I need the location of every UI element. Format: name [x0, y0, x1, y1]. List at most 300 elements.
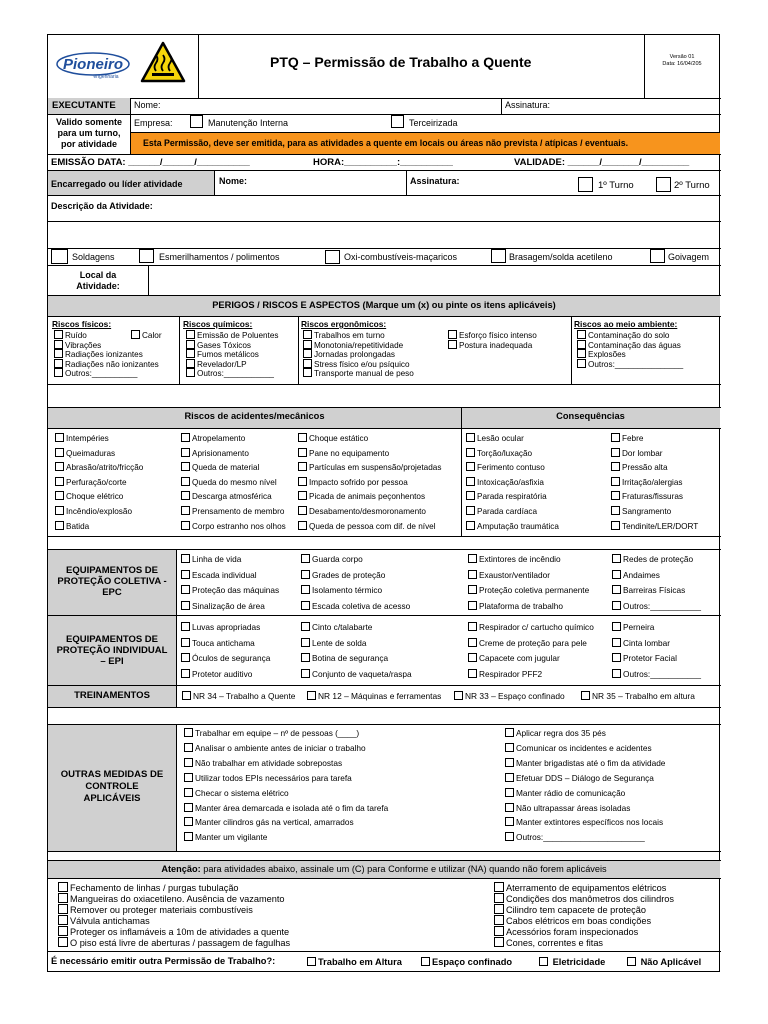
nao-aplicavel-item[interactable] [627, 957, 701, 967]
checkbox-item[interactable] [181, 491, 272, 501]
checkbox[interactable] [186, 349, 195, 358]
checkbox[interactable] [181, 433, 190, 442]
checkbox-item[interactable] [468, 653, 560, 662]
checkbox-item[interactable] [58, 926, 289, 937]
checkbox[interactable] [612, 585, 621, 594]
checkbox-item[interactable] [298, 448, 389, 458]
trabalho-altura-item[interactable] [307, 957, 402, 967]
checkbox-label: Checar o sistema elétrico [195, 787, 289, 798]
checkbox[interactable] [181, 477, 190, 486]
checkbox-item[interactable] [58, 882, 239, 893]
eletricidade-item[interactable] [539, 957, 605, 967]
checkbox-item[interactable] [181, 622, 260, 631]
checkbox[interactable] [181, 554, 190, 563]
checkbox-item[interactable] [184, 758, 342, 767]
divider [298, 316, 299, 384]
checkbox-item[interactable] [612, 653, 677, 662]
nr35-checkbox[interactable] [581, 691, 590, 700]
checkbox[interactable] [55, 506, 64, 515]
espaco-confinado-checkbox[interactable] [421, 957, 430, 966]
divider [179, 316, 180, 384]
nr12-label: NR 12 – Máquinas e ferramentas [318, 691, 442, 701]
checkbox[interactable] [186, 359, 195, 368]
checkbox[interactable] [468, 601, 477, 610]
checkbox[interactable] [448, 340, 457, 349]
checkbox[interactable] [468, 570, 477, 579]
checkbox[interactable] [181, 669, 190, 678]
checkbox-item[interactable] [466, 462, 545, 472]
checkbox[interactable] [468, 653, 477, 662]
checkbox[interactable] [505, 817, 514, 826]
checkbox-item[interactable] [298, 477, 408, 487]
checkbox-item[interactable] [181, 570, 257, 579]
checkbox[interactable] [466, 433, 475, 442]
checkbox-label: Choque estático [309, 434, 369, 443]
checkbox-item[interactable] [55, 491, 123, 501]
outras-label-line3: APLICÁVEIS [83, 793, 141, 804]
checkbox[interactable] [298, 433, 307, 442]
checkbox-item[interactable] [181, 506, 284, 516]
nr34-item[interactable] [182, 691, 295, 700]
checkbox-item[interactable] [298, 433, 368, 443]
checkbox[interactable] [58, 937, 68, 947]
checkbox-label: Pressão alta [622, 463, 668, 473]
checkbox[interactable] [577, 359, 586, 368]
checkbox[interactable] [505, 773, 514, 782]
checkbox-item[interactable] [505, 743, 652, 752]
checkbox[interactable] [184, 743, 193, 752]
checkbox-item[interactable] [55, 448, 115, 458]
checkbox-label: Respirador c/ cartucho químico [479, 622, 594, 632]
checkbox-item[interactable] [468, 554, 561, 563]
checkbox-item[interactable] [505, 758, 665, 767]
checkbox[interactable] [468, 669, 477, 678]
nr12-checkbox[interactable] [307, 691, 316, 700]
checkbox-label: Outros:___________ [623, 668, 701, 679]
checkbox-item[interactable] [181, 448, 249, 458]
checkbox[interactable] [466, 506, 475, 515]
checkbox[interactable] [184, 803, 193, 812]
checkbox-label: Febre [622, 434, 644, 443]
manutencao-interna-checkbox[interactable] [190, 115, 203, 128]
checkbox-label: Queda de material [192, 463, 260, 473]
checkbox[interactable] [54, 359, 63, 368]
checkbox[interactable] [55, 462, 64, 471]
checkbox-item[interactable] [612, 570, 660, 579]
checkbox[interactable] [612, 601, 621, 610]
checkbox-item[interactable] [466, 448, 532, 458]
checkbox[interactable] [131, 330, 140, 339]
nr35-item[interactable] [581, 691, 695, 700]
checkbox-item[interactable] [505, 728, 606, 737]
checkbox-label: Descarga atmosférica [192, 492, 272, 502]
checkbox[interactable] [301, 622, 310, 631]
checkbox[interactable] [181, 601, 190, 610]
checkbox-item[interactable] [612, 638, 670, 647]
checkbox[interactable] [301, 638, 310, 647]
tipo-label: Brasagem/solda acetileno [509, 252, 613, 262]
checkbox[interactable] [303, 340, 312, 349]
checkbox-item[interactable] [301, 669, 412, 678]
checkbox-label: Válvula antichamas [70, 916, 150, 926]
checkbox-item[interactable] [298, 521, 436, 531]
espaco-confinado-label: Espaço confinado [432, 957, 513, 967]
checkbox-item[interactable] [184, 743, 366, 752]
page-title: PTQ – Permissão de Trabalho a Quente [270, 54, 532, 70]
checkbox[interactable] [186, 340, 195, 349]
checkbox[interactable] [612, 622, 621, 631]
checkbox[interactable] [468, 554, 477, 563]
checkbox-label: Torção/luxação [477, 448, 533, 458]
checkbox-item[interactable] [181, 462, 259, 472]
checkbox[interactable] [577, 330, 586, 339]
checkbox-item[interactable] [466, 477, 544, 487]
checkbox[interactable] [186, 330, 195, 339]
checkbox[interactable] [494, 904, 504, 914]
nao-aplicavel-checkbox[interactable] [627, 957, 636, 966]
checkbox-item[interactable] [494, 893, 674, 904]
checkbox[interactable] [298, 462, 307, 471]
esmerilhamentos-checkbox[interactable] [139, 249, 154, 263]
checkbox[interactable] [181, 506, 190, 515]
checkbox-item[interactable] [505, 803, 630, 812]
checkbox-item[interactable] [184, 817, 354, 826]
checkbox[interactable] [58, 893, 68, 903]
checkbox-item[interactable] [58, 904, 253, 915]
checkbox[interactable] [181, 638, 190, 647]
checkbox-label: Protetor auditivo [192, 668, 253, 679]
checkbox[interactable] [184, 773, 193, 782]
checkbox-item[interactable] [298, 506, 426, 516]
checkbox-label: Irritação/alergias [622, 477, 683, 487]
checkbox[interactable] [184, 788, 193, 797]
checkbox[interactable] [448, 330, 457, 339]
checkbox[interactable] [577, 349, 586, 358]
checkbox-item[interactable] [468, 570, 550, 579]
checkbox[interactable] [54, 349, 63, 358]
checkbox-item[interactable] [131, 330, 162, 340]
checkbox-label: Manter rádio de comunicação [516, 787, 626, 798]
checkbox-label: Aplicar regra dos 35 pés [516, 728, 606, 738]
checkbox-item[interactable] [494, 937, 603, 948]
outras-label-line1: OUTRAS MEDIDAS DE [60, 769, 164, 780]
checkbox-item[interactable] [55, 433, 109, 443]
checkbox-item[interactable] [301, 570, 385, 579]
checkbox-item[interactable] [181, 601, 265, 610]
checkbox[interactable] [468, 622, 477, 631]
checkbox[interactable] [612, 669, 621, 678]
checkbox[interactable] [468, 638, 477, 647]
outra-permissao-question: É necessário emitir outra Permissão de Trabalho?: [51, 956, 276, 966]
checkbox-item[interactable] [494, 904, 646, 915]
nr12-item[interactable] [307, 691, 441, 700]
emissao-data[interactable]: EMISSÃO DATA: ______/______/__________ [51, 157, 250, 168]
checkbox-item[interactable] [612, 554, 693, 563]
checkbox[interactable] [55, 491, 64, 500]
checkbox[interactable] [611, 477, 620, 486]
checkbox-item[interactable] [301, 601, 410, 610]
checkbox-label: Ruído [65, 331, 87, 340]
checkbox[interactable] [466, 448, 475, 457]
checkbox-item[interactable] [298, 491, 425, 501]
checkbox[interactable] [181, 448, 190, 457]
local-input-area[interactable] [149, 266, 720, 295]
checkbox-item[interactable] [505, 832, 645, 841]
eletricidade-checkbox[interactable] [539, 957, 548, 966]
checkbox[interactable] [612, 570, 621, 579]
checkbox-label: Manter extintores específicos nos locais [516, 817, 664, 828]
checkbox[interactable] [494, 893, 504, 903]
turno1-label: 1º Turno [598, 180, 634, 191]
checkbox[interactable] [181, 653, 190, 662]
checkbox-item[interactable] [612, 622, 654, 631]
checkbox[interactable] [494, 915, 504, 925]
checkbox[interactable] [54, 330, 63, 339]
checkbox-item[interactable] [505, 788, 625, 797]
divider [48, 860, 721, 861]
oxi-combustiveis-checkbox[interactable] [325, 250, 340, 264]
checkbox[interactable] [186, 368, 195, 377]
checkbox-item[interactable] [494, 882, 666, 893]
checkbox-item[interactable] [184, 728, 359, 737]
checkbox-label: Batida [66, 521, 90, 531]
checkbox-label: Barreiras Físicas [623, 585, 686, 595]
checkbox[interactable] [58, 882, 68, 892]
checkbox-item[interactable] [612, 669, 701, 678]
riscos-ergonomicos-title: Riscos ergonômicos: [301, 319, 387, 329]
checkbox[interactable] [184, 817, 193, 826]
checkbox[interactable] [301, 585, 310, 594]
checkbox[interactable] [494, 882, 504, 892]
checkbox[interactable] [54, 340, 63, 349]
checkbox-label: Grades de proteção [312, 569, 386, 580]
epi-label-line3: – EPI [100, 656, 124, 667]
emissao-validade[interactable]: VALIDADE: ______/_______/_________ [514, 157, 690, 168]
checkbox[interactable] [301, 601, 310, 610]
checkbox[interactable] [611, 462, 620, 471]
checkbox-item[interactable] [468, 622, 594, 631]
checkbox-item[interactable] [181, 521, 286, 531]
turno2-checkbox[interactable] [656, 177, 671, 192]
checkbox[interactable] [298, 506, 307, 515]
checkbox-item[interactable] [55, 462, 143, 472]
checkbox[interactable] [505, 743, 514, 752]
descricao-label: Descrição da Atividade: [51, 201, 153, 211]
checkbox-item[interactable] [301, 622, 372, 631]
checkbox-item[interactable] [612, 585, 685, 594]
goivagem-checkbox[interactable] [650, 249, 665, 263]
checkbox[interactable] [466, 521, 475, 530]
nr33-item[interactable] [454, 691, 565, 700]
divider [571, 316, 572, 384]
checkbox[interactable] [298, 448, 307, 457]
checkbox[interactable] [505, 832, 514, 841]
checkbox[interactable] [494, 937, 504, 947]
checkbox[interactable] [58, 926, 68, 936]
checkbox[interactable] [298, 477, 307, 486]
epc-label-line1: EQUIPAMENTOS DE [65, 565, 159, 576]
checkbox[interactable] [301, 653, 310, 662]
checkbox-item[interactable] [184, 788, 289, 797]
checkbox[interactable] [181, 622, 190, 631]
checkbox[interactable] [181, 521, 190, 530]
checkbox-item[interactable] [181, 638, 255, 647]
checkbox-item[interactable] [181, 554, 241, 563]
checkbox[interactable] [181, 462, 190, 471]
checkbox-item[interactable] [468, 585, 589, 594]
checkbox-label: Perfuração/corte [66, 477, 127, 487]
checkbox-item[interactable] [184, 773, 352, 782]
checkbox-label: Plataforma de trabalho [479, 600, 563, 611]
checkbox[interactable] [303, 349, 312, 358]
checkbox[interactable] [612, 638, 621, 647]
checkbox-label: Incêndio/explosão [66, 507, 133, 516]
checkbox-item[interactable] [611, 433, 643, 443]
descricao-input-area[interactable] [48, 222, 720, 248]
checkbox-item[interactable] [611, 506, 671, 516]
checkbox-label: Cinta lombar [623, 637, 671, 648]
checkbox-item[interactable] [448, 340, 532, 350]
checkbox[interactable] [58, 904, 68, 914]
checkbox-label: Manter um vigilante [195, 832, 268, 843]
checkbox-item[interactable] [301, 554, 363, 563]
checkbox-item[interactable] [184, 803, 388, 812]
checkbox[interactable] [184, 758, 193, 767]
checkbox-item[interactable] [186, 368, 274, 378]
checkbox[interactable] [466, 491, 475, 500]
checkbox-item[interactable] [181, 669, 252, 678]
checkbox-item[interactable] [611, 462, 668, 472]
checkbox[interactable] [55, 433, 64, 442]
checkbox[interactable] [55, 521, 64, 530]
checkbox[interactable] [611, 448, 620, 457]
checkbox-item[interactable] [466, 433, 524, 443]
checkbox[interactable] [494, 926, 504, 936]
checkbox-item[interactable] [298, 462, 441, 472]
checkbox-item[interactable] [466, 491, 547, 501]
nr34-checkbox[interactable] [182, 691, 191, 700]
checkbox-item[interactable] [466, 506, 537, 516]
checkbox-item[interactable] [612, 601, 701, 610]
terceirizada-checkbox[interactable] [391, 115, 404, 128]
checkbox-label: Contaminação do solo [588, 331, 670, 340]
checkbox[interactable] [55, 477, 64, 486]
checkbox[interactable] [505, 803, 514, 812]
checkbox[interactable] [505, 788, 514, 797]
checkbox-item[interactable] [181, 653, 270, 662]
checkbox-label: Trabalhar em equipe – nº de pessoas (____) [195, 728, 360, 738]
checkbox-item[interactable] [58, 893, 285, 904]
checkbox-item[interactable] [611, 477, 683, 487]
checkbox[interactable] [301, 570, 310, 579]
checkbox[interactable] [303, 330, 312, 339]
trabalho-altura-checkbox[interactable] [307, 957, 316, 966]
checkbox[interactable] [54, 368, 63, 377]
checkbox[interactable] [611, 491, 620, 500]
checkbox-item[interactable] [58, 915, 150, 926]
checkbox-label: Outros:___________ [197, 369, 274, 378]
checkbox-item[interactable] [181, 433, 245, 443]
checkbox[interactable] [612, 554, 621, 563]
checkbox-label: Calor [142, 331, 162, 340]
checkbox-item[interactable] [494, 915, 651, 926]
checkbox[interactable] [181, 570, 190, 579]
checkbox[interactable] [298, 491, 307, 500]
turno1-checkbox[interactable] [578, 177, 593, 192]
checkbox[interactable] [184, 728, 193, 737]
checkbox[interactable] [58, 915, 68, 925]
checkbox-item[interactable] [55, 477, 127, 487]
checkbox[interactable] [611, 506, 620, 515]
checkbox-item[interactable] [468, 669, 542, 678]
checkbox[interactable] [181, 585, 190, 594]
checkbox[interactable] [468, 585, 477, 594]
checkbox-item[interactable] [301, 653, 388, 662]
checkbox-item[interactable] [466, 521, 559, 531]
checkbox[interactable] [577, 340, 586, 349]
checkbox-item[interactable] [181, 585, 279, 594]
checkbox-item[interactable] [184, 832, 267, 841]
checkbox-label: Cinto c/talabarte [312, 622, 373, 632]
checkbox-item[interactable] [301, 638, 366, 647]
checkbox[interactable] [55, 448, 64, 457]
checkbox-item[interactable] [181, 477, 277, 487]
checkbox-item[interactable] [611, 448, 663, 458]
ptq-form [47, 34, 720, 972]
checkbox[interactable] [301, 554, 310, 563]
checkbox-item[interactable] [55, 521, 89, 531]
emissao-hora[interactable]: HORA:__________:__________ [313, 157, 453, 168]
nr33-checkbox[interactable] [454, 691, 463, 700]
checkbox-item[interactable] [55, 506, 132, 516]
checkbox-item[interactable] [301, 585, 382, 594]
checkbox-item[interactable] [611, 491, 683, 501]
checkbox[interactable] [303, 368, 312, 377]
checkbox[interactable] [301, 669, 310, 678]
checkbox[interactable] [303, 359, 312, 368]
checkbox-label: Acessórios foram inspecionados [506, 927, 639, 937]
checkbox-item[interactable] [505, 817, 663, 826]
checkbox-item[interactable] [468, 601, 563, 610]
checkbox-item[interactable] [577, 359, 683, 369]
checkbox-item[interactable] [58, 937, 290, 948]
checkbox-label: Vibrações [65, 340, 102, 350]
divider [214, 170, 215, 195]
checkbox[interactable] [611, 521, 620, 530]
checkbox-item[interactable] [494, 926, 638, 937]
checkbox[interactable] [298, 521, 307, 530]
checkbox-item[interactable] [505, 773, 654, 782]
checkbox[interactable] [181, 491, 190, 500]
checkbox-item[interactable] [54, 368, 137, 378]
checkbox[interactable] [184, 832, 193, 841]
checkbox[interactable] [611, 433, 620, 442]
checkbox[interactable] [612, 653, 621, 662]
checkbox[interactable] [466, 477, 475, 486]
brasagem-checkbox[interactable] [491, 249, 506, 263]
checkbox[interactable] [505, 728, 514, 737]
checkbox-item[interactable] [468, 638, 587, 647]
checkbox[interactable] [505, 758, 514, 767]
soldagens-checkbox[interactable] [51, 249, 68, 264]
espaco-confinado-item[interactable] [421, 957, 512, 967]
checkbox-label: Fumos metálicos [197, 350, 259, 359]
checkbox[interactable] [466, 462, 475, 471]
checkbox-label: Analisar o ambiente antes de iniciar o trabalho [195, 742, 366, 753]
checkbox-item[interactable] [611, 521, 698, 531]
checkbox-item[interactable] [303, 368, 414, 378]
valido-label-line2: para um turno, [57, 128, 121, 138]
